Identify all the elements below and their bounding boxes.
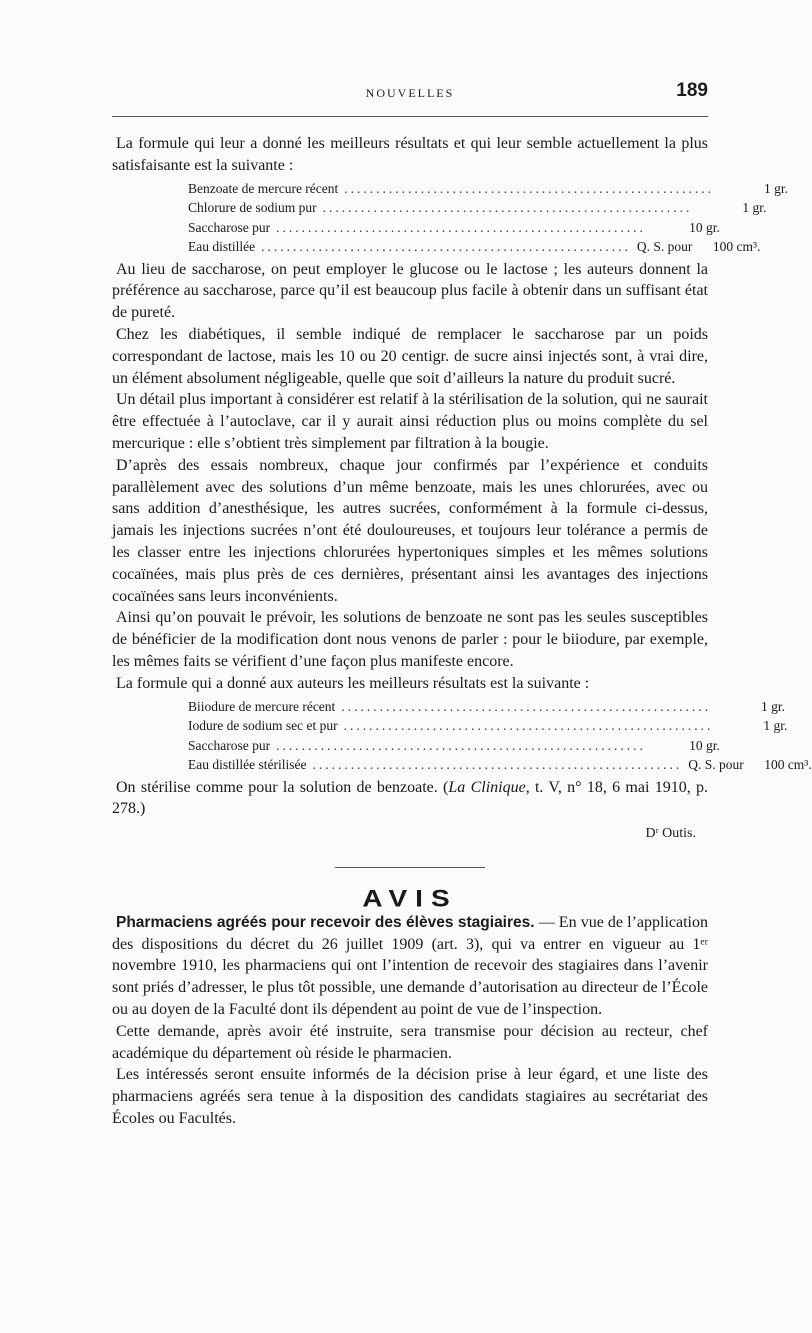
journal-title: La Clinique bbox=[448, 778, 526, 796]
leader-dots: .......................................................... bbox=[276, 737, 646, 753]
ingredient-name: Eau distillée bbox=[188, 239, 256, 255]
formula-row bbox=[188, 218, 720, 238]
ingredient-name: Biiodure de mercure récent bbox=[188, 698, 336, 714]
formula-2 bbox=[188, 697, 812, 775]
formula-row bbox=[188, 237, 761, 257]
leader-dots: .......................................................... bbox=[261, 239, 631, 255]
ingredient-name: Saccharose pur bbox=[188, 737, 271, 753]
body-paragraph: D’après des essais nombreux, chaque jour confirmés par l’expérience et conduits parallèlement avec des solutions d’un même benzoate, mais les unes chlorurées, avec ou sans addition d’anesthésique, les autres sucrées, conformément à la formule ci-dessus, jamais les injections sucrées n’ont été douloureuses, et toujours leur tolérance a permis de les classer entre les injections chlorurées hypertoniques simples et les mêmes solutions cocaïnées, mais plus près de ces dernières, présentant ainsi les avantages des injections cocaïnées sans leurs inconvénients. bbox=[112, 456, 708, 605]
section-divider bbox=[335, 867, 485, 868]
formula-row bbox=[188, 179, 789, 199]
ingredient-name: Benzoate de mercure récent bbox=[188, 180, 339, 196]
ingredient-quantity: 1 gr. bbox=[764, 180, 789, 196]
body-paragraph: Au lieu de saccharose, on peut employer le glucose ou le lactose ; les auteurs donnent la préférence au saccharose, parce qu’il est beaucoup plus facile à obtenir dans un suffisant état de pureté. bbox=[112, 260, 708, 322]
avis-lead-rest: — En vue de l’application des dispositions du décret du 26 juillet 1909 (art. 3), qui va entrer en vigueur au 1ᵉʳ novembre 1910, les pharmaciens qui ont l’intention de recevoir des stagiaires dans l’avenir sont priés d’adresser, le plus tôt possible, une demande d’autorisation au directeur de l’École ou au doyen de la Faculté dont ils dépendent au point de vue de l’inspection. bbox=[112, 913, 708, 1018]
leader-dots: .......................................................... bbox=[344, 180, 715, 196]
page-number: 189 bbox=[676, 80, 708, 101]
formula-row bbox=[188, 755, 812, 775]
ingredient-quantity: 10 gr. bbox=[689, 737, 720, 753]
body-paragraph: La formule qui a donné aux auteurs les meilleurs résultats est la suivante : bbox=[116, 674, 590, 692]
avis-paragraph: Cette demande, après avoir été instruite, sera transmise pour décision au recteur, chef académique du département où réside le pharmacien. bbox=[112, 1022, 708, 1062]
qs-note: Q. S. pour bbox=[688, 757, 744, 773]
ingredient-name: Iodure de sodium sec et pur bbox=[188, 718, 338, 734]
body-paragraph: Ainsi qu’on pouvait le prévoir, les solutions de benzoate ne sont pas les seules susceptibles de bénéficier de la modification dont nous venons de parler : pour le biiodure, par exemple, les mêmes faits se vérifient d’une façon plus manifeste encore. bbox=[112, 609, 708, 670]
avis-paragraph: Les intéressés seront ensuite informés de la décision prise à leur égard, et une liste des pharmaciens agréés sera tenue à la disposition des candidats stagiaires au secrétariat des Écoles ou Facultés. bbox=[112, 1066, 708, 1127]
body-paragraph: Un détail plus important à considérer est relatif à la stérilisation de la solution, qui ne saurait être effectuée à l’autoclave, car il y aurait ainsi réduction plus ou moins complète du sel mercurique : elle s’obtient très simplement par filtration à la bougie. bbox=[112, 391, 708, 452]
ingredient-quantity: 10 gr. bbox=[689, 219, 720, 235]
ingredient-quantity: 100 cm³. bbox=[764, 757, 812, 773]
ingredient-quantity: 1 gr. bbox=[763, 718, 788, 734]
article-body bbox=[112, 133, 812, 1130]
ingredient-quantity: 1 gr. bbox=[761, 698, 786, 714]
ingredient-name: Chlorure de sodium pur bbox=[188, 200, 317, 216]
avis-lead: Pharmaciens agréés pour recevoir des élèves stagiaires. bbox=[116, 913, 535, 931]
ingredient-quantity: 100 cm³. bbox=[712, 239, 761, 255]
closing-text: On stérilise comme pour la solution de benzoate. ( bbox=[116, 778, 449, 796]
closing-paragraph bbox=[112, 777, 708, 821]
formula-row bbox=[188, 697, 786, 717]
leader-dots: .......................................................... bbox=[322, 200, 693, 216]
body-paragraph: Chez les diabétiques, il semble indiqué de remplacer le saccharose par un poids correspondant de lactose, mais les 10 ou 20 centigr. de sucre ainsi injectés sont, à vrai dire, un élément absolument négligeable, quelle que soit d’ailleurs la nature du produit sucré. bbox=[112, 325, 708, 387]
leader-dots: .......................................................... bbox=[312, 757, 683, 773]
author-signature: Dʳ Outis. bbox=[645, 826, 696, 842]
ingredient-quantity: 1 gr. bbox=[742, 200, 767, 216]
qs-note: Q. S. pour bbox=[636, 239, 693, 255]
ingredient-name: Saccharose pur bbox=[188, 219, 271, 235]
formula-row bbox=[188, 736, 720, 756]
avis-paragraph bbox=[112, 912, 708, 1021]
leader-dots: .......................................................... bbox=[341, 698, 712, 714]
header-rule bbox=[112, 116, 708, 117]
leader-dots: .......................................................... bbox=[276, 219, 646, 235]
formula-row bbox=[188, 716, 788, 736]
ingredient-name: Eau distillée stérilisée bbox=[188, 757, 307, 773]
formula-1 bbox=[188, 179, 789, 257]
leader-dots: .......................................................... bbox=[343, 718, 714, 734]
running-title: NOUVELLES bbox=[365, 86, 455, 100]
formula-row bbox=[188, 198, 767, 218]
avis-heading: AVIS bbox=[362, 885, 458, 912]
intro-paragraph: La formule qui leur a donné les meilleurs résultats et qui leur semble actuellement la plus satisfaisante est la suivante : bbox=[112, 135, 708, 174]
page-header bbox=[112, 80, 708, 104]
journal-reference: , t. V, n° 18, 6 mai 1910, p. 278.) bbox=[112, 778, 708, 818]
